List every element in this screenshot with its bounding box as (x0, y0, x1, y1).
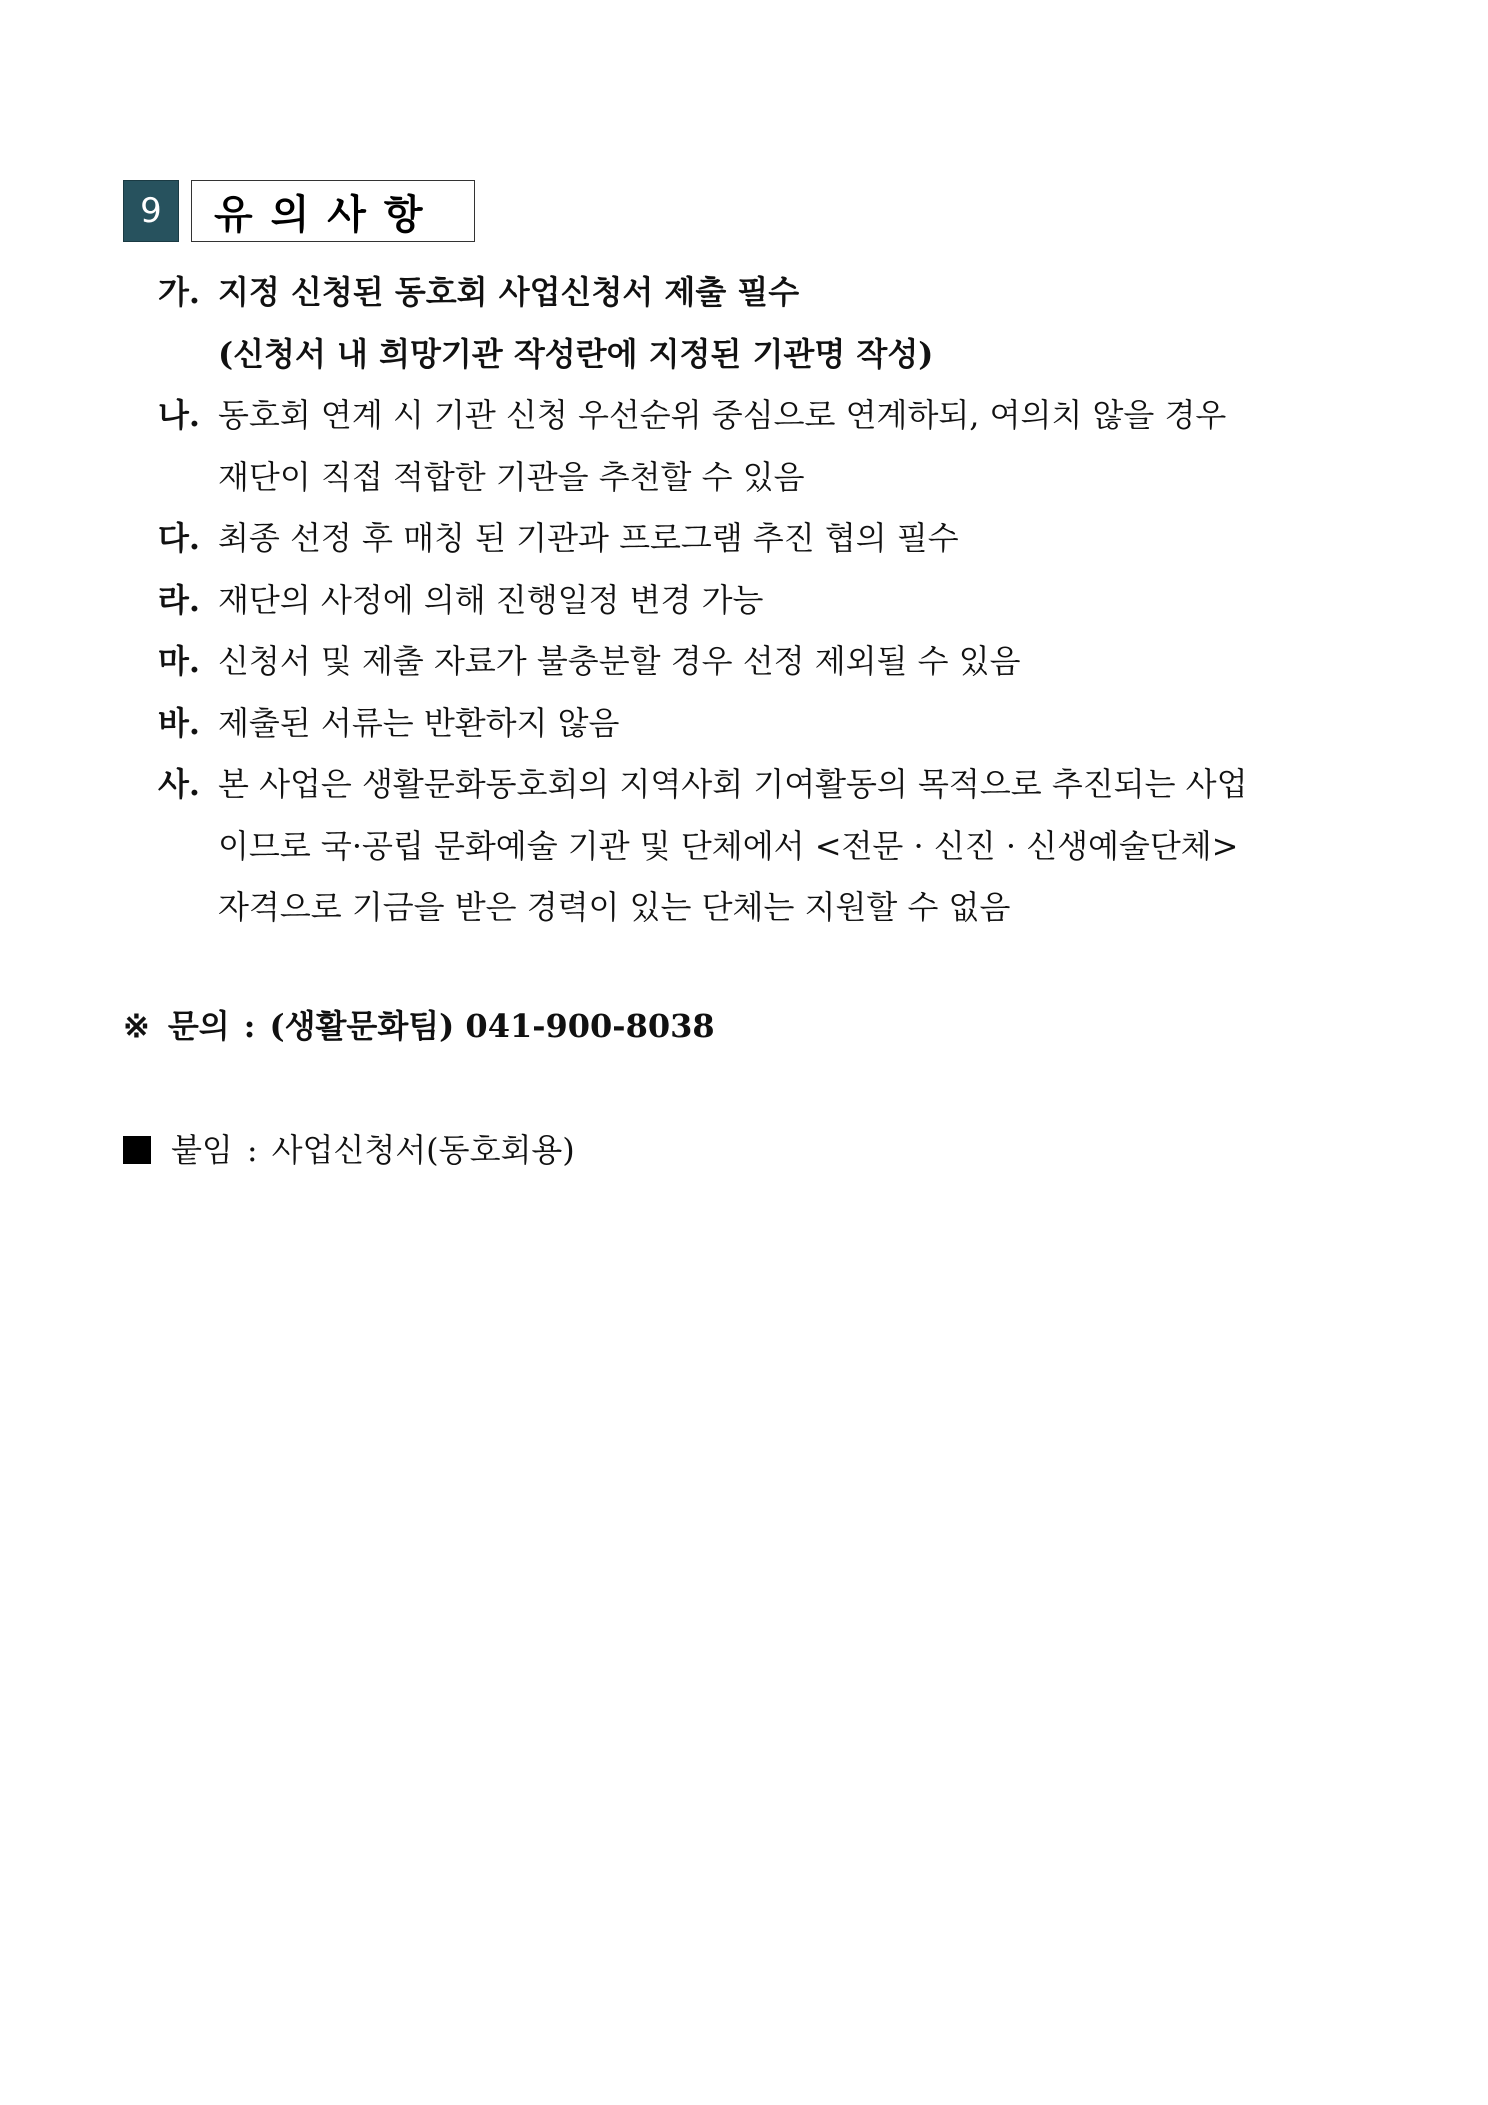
notice-marker: 마. (158, 642, 201, 680)
notice-marker: 가. (158, 273, 201, 311)
notice-text: 제출된 서류는 반환하지 않음 (218, 703, 620, 742)
notice-marker: 바. (158, 703, 201, 742)
contact-separator: : (243, 1007, 256, 1045)
contact-info (123, 1000, 715, 1052)
section-number: 9 (123, 180, 179, 242)
notice-text: 신청서 및 제출 자료가 불충분할 경우 선정 제외될 수 있음 (218, 642, 1021, 680)
notice-text: 재단이 직접 적합한 기관을 추천할 수 있음 (218, 457, 805, 496)
notice-text: 본 사업은 생활문화동호회의 지역사회 기여활동의 목적으로 추진되는 사업 (218, 765, 1248, 803)
notice-item (158, 262, 1378, 385)
attachment-value: 사업신청서(동호회용) (271, 1131, 575, 1169)
notice-text: 동호회 연계 시 기관 신청 우선순위 중심으로 연계하되, 여의치 않을 경우 (218, 396, 1227, 434)
notice-item (158, 570, 1378, 632)
attachment-info (123, 1124, 575, 1176)
notice-text: 지정 신청된 동호회 사업신청서 제출 필수 (218, 273, 800, 311)
notice-item (158, 693, 1378, 755)
notice-text: 자격으로 기금을 받은 경력이 있는 단체는 지원할 수 없음 (218, 888, 1011, 926)
black-square-icon (123, 1136, 151, 1164)
notice-marker: 라. (158, 580, 201, 619)
notice-marker: 사. (158, 765, 201, 803)
attachment-separator: : (246, 1131, 258, 1169)
section-title: 유의사항 (191, 180, 475, 242)
notice-text: 최종 선정 후 매칭 된 기관과 프로그램 추진 협의 필수 (218, 519, 959, 557)
notice-marker: 다. (158, 519, 201, 557)
notice-text: 이므로 국·공립 문화예술 기관 및 단체에서 <전문 · 신진 · 신생예술단체> (218, 826, 1239, 865)
notice-item (158, 754, 1378, 939)
notice-item (158, 508, 1378, 570)
notice-text: (신청서 내 희망기관 작성란에 지정된 기관명 작성) (218, 334, 934, 373)
contact-label: 문의 (167, 1007, 230, 1045)
notice-item (158, 631, 1378, 693)
notice-text: 재단의 사정에 의해 진행일정 변경 가능 (218, 580, 764, 619)
notice-marker: 나. (158, 396, 201, 434)
section-header (123, 180, 475, 242)
notice-list (158, 262, 1378, 939)
notice-item (158, 385, 1378, 508)
reference-mark-icon: ※ (123, 1007, 150, 1045)
contact-value: (생활문화팀) 041-900-8038 (269, 1007, 715, 1045)
attachment-label: 붙임 (171, 1131, 233, 1169)
